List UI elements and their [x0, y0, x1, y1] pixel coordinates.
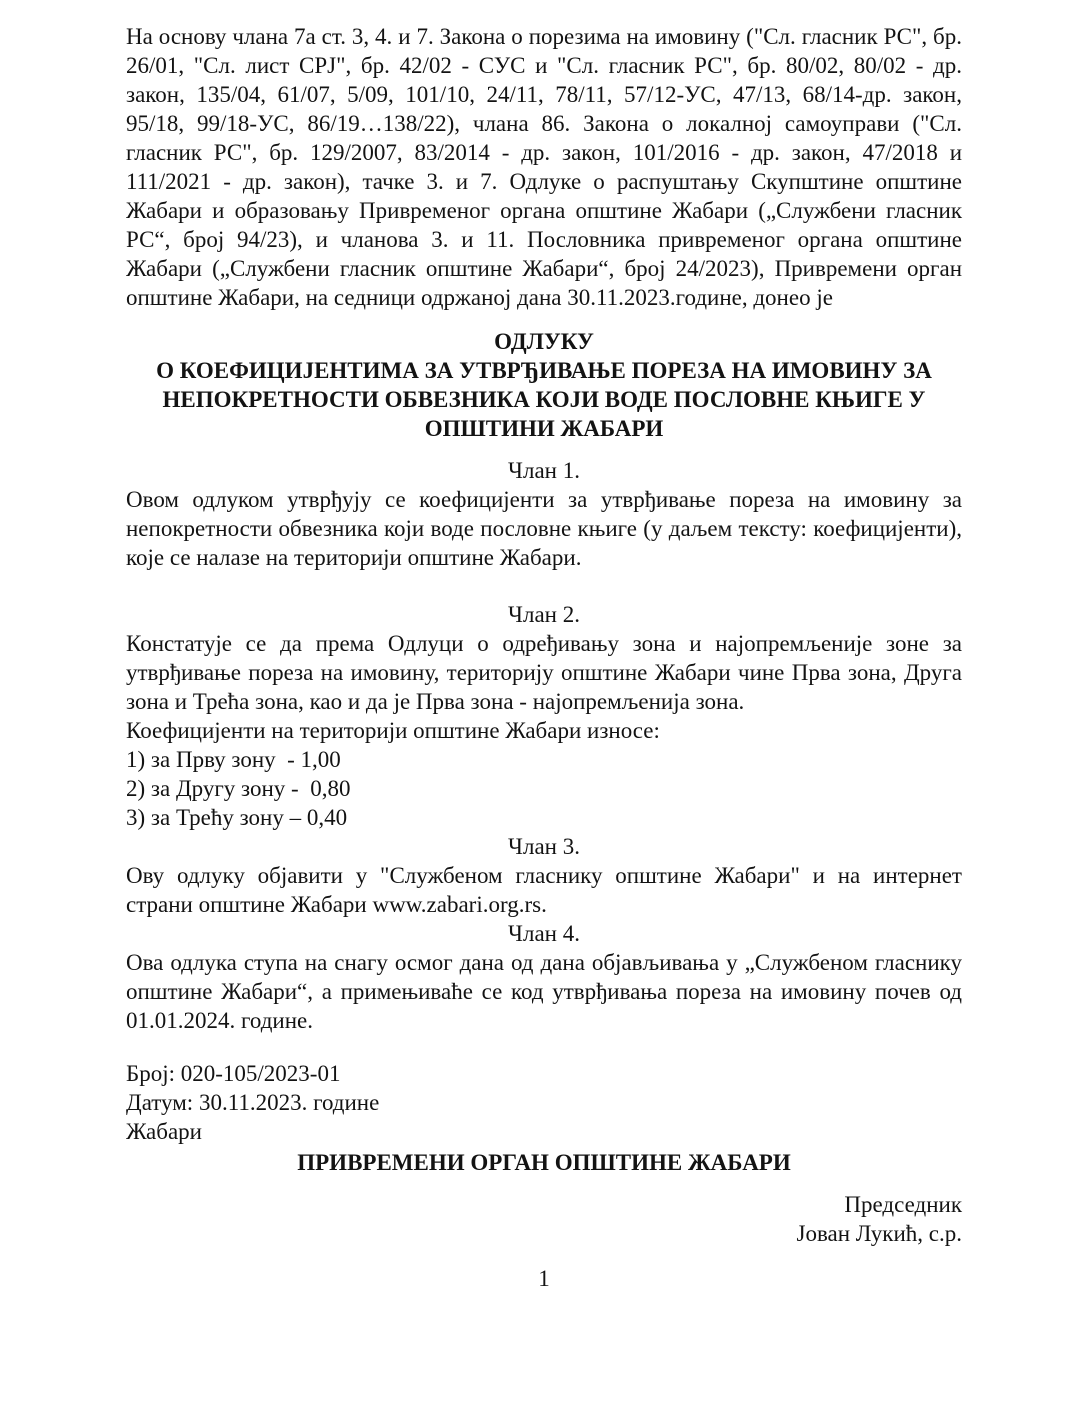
preamble-paragraph: На основу члана 7а ст. 3, 4. и 7. Закона о порезима на имовину ("Сл. гласник РС", бр. 26/01, "Сл. лист СРЈ", бр. 42/02 - СУС и "Сл. гласник РС", бр. 80/02, 80/02 - др. закон, 135/04, 61/07, 5/09, 101/10, 24/11, 78/11, 57/12-УС, 47/13, 68/14-др. закон, 95/18, 99/18-УС, 86/19…138/22), члана 86. Закона о локалној самоуправи ("Сл. гласник РС", бр. 129/2007, 83/2014 - др. закон, 101/2016 - др. закон, 47/2018 и 111/2021 - др. закон), тачке 3. и 7. Одлуке о распуштању Скупштине општине Жабари и образовању Привременог органа општине Жабари („Службени гласник РС“, број 94/23), и чланова 3. и 11. Пословника привременог органа општине Жабари („Службени гласник општине Жабари“, број 24/2023), Привремени орган општине Жабари, на седници одржаној дана 30.11.2023.године, донео је — [126, 24, 962, 310]
issuing-organ-line: ПРИВРЕМЕНИ ОРГАН ОПШТИНЕ ЖАБАРИ — [297, 1150, 791, 1175]
document-number-line: Број: 020-105/2023-01 — [126, 1061, 341, 1086]
article-3 — [126, 832, 962, 919]
zone-coefficient-1: 1) за Прву зону - 1,00 — [126, 747, 341, 772]
article-3-body: Ову одлуку објавити у "Службеном гласнику општине Жабари" и на интернет страни општине Жабари www.zabari.org.rs. — [126, 863, 962, 917]
president-title: Председник — [844, 1192, 962, 1217]
decision-title — [126, 327, 962, 443]
zone-coefficient-3: 3) за Трећу зону – 0,40 — [126, 805, 348, 830]
article-1-heading: Члан 1. — [508, 458, 580, 483]
article-4 — [126, 919, 962, 1035]
decision-title-word: ОДЛУКУ — [494, 329, 594, 354]
signature-block — [126, 1190, 962, 1248]
article-2-body: Констатује се да према Одлуци о одређивању зона и најопремљеније зоне за утврђивање пореза на имовину, територију општине Жабари чине Прва зона, Друга зона и Трећа зона, као и да је Прва зона - најопремљенија зона. — [126, 631, 962, 714]
zone-coefficient-2: 2) за Другу зону - 0,80 — [126, 776, 351, 801]
president-name: Јован Лукић, с.р. — [796, 1221, 962, 1246]
page-number: 1 — [538, 1266, 550, 1291]
article-4-body: Ова одлука ступа на снагу осмог дана од дана објављивања у „Службеном гласнику општине Жабари“, а примењиваће се код утврђивања пореза на имовину почев од 01.01.2024. године. — [126, 950, 962, 1033]
article-4-heading: Члан 4. — [508, 921, 580, 946]
decision-title-subject: О КОЕФИЦИЈЕНТИМА ЗА УТВРЂИВАЊЕ ПОРЕЗА НА ИМОВИНУ ЗА НЕПОКРЕТНОСТИ ОБВЕЗНИКА КОЈИ ВОДЕ ПОСЛОВНЕ КЊИГЕ У ОПШТИНИ ЖАБАРИ — [156, 358, 932, 441]
document-place-line: Жабари — [126, 1119, 202, 1144]
document-footer — [126, 1059, 962, 1177]
article-3-heading: Члан 3. — [508, 834, 580, 859]
article-2 — [126, 600, 962, 832]
document-date-line: Датум: 30.11.2023. године — [126, 1090, 380, 1115]
article-1 — [126, 456, 962, 572]
article-2-heading: Члан 2. — [508, 602, 580, 627]
article-1-body: Овом одлуком утврђују се коефицијенти за утврђивање пореза на имовину за непокретности обвезника који воде пословне књиге (у даљем тексту: коефицијенти), које се налазе на територији општине Жабари. — [126, 487, 962, 570]
article-2-list-intro: Коефицијенти на територији општине Жабари износе: — [126, 718, 660, 743]
